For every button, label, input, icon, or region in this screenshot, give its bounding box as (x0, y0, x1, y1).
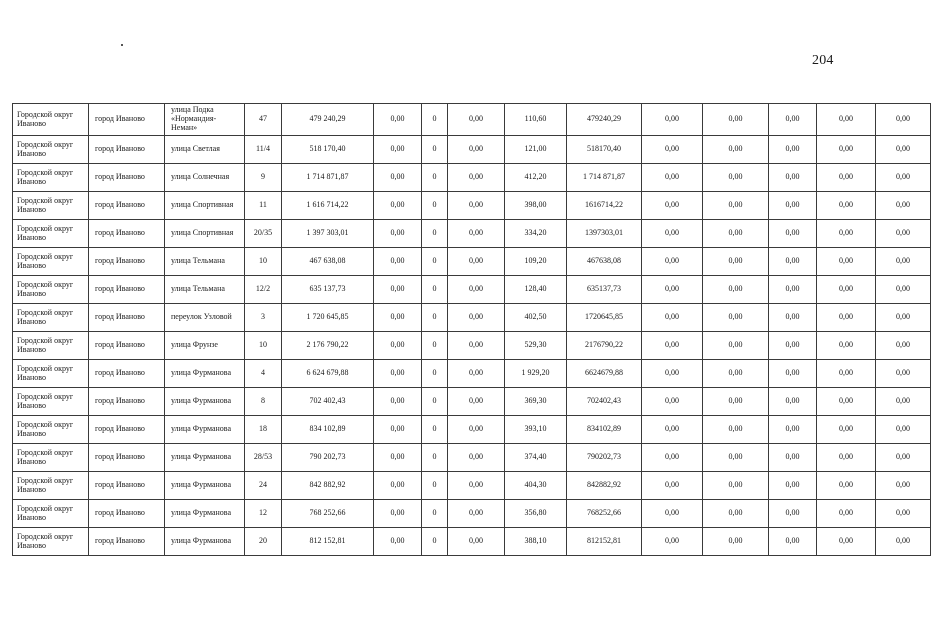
cell-value-d: 0,00 (642, 528, 703, 556)
cell-value-h: 0,00 (876, 136, 931, 164)
cell-value-h: 0,00 (876, 360, 931, 388)
cell-street: улица Фурманова (165, 388, 245, 416)
cell-value-b: 0 (422, 136, 448, 164)
cell-sum: 1720645,85 (567, 304, 642, 332)
cell-value-d: 0,00 (642, 192, 703, 220)
table-row (13, 472, 931, 500)
cell-value-e: 0,00 (703, 304, 769, 332)
cell-value-d: 0,00 (642, 360, 703, 388)
table-row (13, 220, 931, 248)
cell-total-cost: 834 102,89 (282, 416, 374, 444)
cell-value-g: 0,00 (817, 248, 876, 276)
cell-area: 374,40 (505, 444, 567, 472)
cell-value-h: 0,00 (876, 304, 931, 332)
cell-house-number: 8 (245, 388, 282, 416)
cell-value-b: 0 (422, 164, 448, 192)
cell-value-b: 0 (422, 500, 448, 528)
cell-street: улица Фрунзе (165, 332, 245, 360)
table-row (13, 332, 931, 360)
cell-value-c: 0,00 (448, 304, 505, 332)
cell-value-b: 0 (422, 276, 448, 304)
cell-value-f: 0,00 (769, 416, 817, 444)
cell-sum: 1616714,22 (567, 192, 642, 220)
cell-value-h: 0,00 (876, 500, 931, 528)
cell-value-g: 0,00 (817, 528, 876, 556)
cell-value-a: 0,00 (374, 248, 422, 276)
cell-value-f: 0,00 (769, 388, 817, 416)
cell-house-number: 10 (245, 248, 282, 276)
table-body (13, 104, 931, 556)
cell-value-d: 0,00 (642, 416, 703, 444)
cell-district: Городской округ Иваново (13, 104, 89, 136)
cell-total-cost: 2 176 790,22 (282, 332, 374, 360)
scan-artifact-dot (121, 44, 123, 46)
cell-value-g: 0,00 (817, 164, 876, 192)
cell-district: Городской округ Иваново (13, 248, 89, 276)
cell-house-number: 11 (245, 192, 282, 220)
cell-house-number: 12/2 (245, 276, 282, 304)
cell-value-c: 0,00 (448, 500, 505, 528)
cell-value-g: 0,00 (817, 360, 876, 388)
cell-city: город Иваново (89, 472, 165, 500)
cell-area: 402,50 (505, 304, 567, 332)
cell-total-cost: 1 720 645,85 (282, 304, 374, 332)
cell-sum: 479240,29 (567, 104, 642, 136)
cell-value-a: 0,00 (374, 500, 422, 528)
cell-value-e: 0,00 (703, 220, 769, 248)
cell-value-h: 0,00 (876, 192, 931, 220)
cell-house-number: 10 (245, 332, 282, 360)
cell-district: Городской округ Иваново (13, 444, 89, 472)
cell-value-g: 0,00 (817, 220, 876, 248)
cell-street: улица Солнечная (165, 164, 245, 192)
cell-value-g: 0,00 (817, 416, 876, 444)
cell-area: 356,80 (505, 500, 567, 528)
cell-value-b: 0 (422, 220, 448, 248)
cell-area: 369,30 (505, 388, 567, 416)
cell-value-c: 0,00 (448, 332, 505, 360)
table-row (13, 360, 931, 388)
cell-value-f: 0,00 (769, 192, 817, 220)
cell-value-b: 0 (422, 416, 448, 444)
cell-value-d: 0,00 (642, 444, 703, 472)
cell-value-a: 0,00 (374, 528, 422, 556)
cell-area: 404,30 (505, 472, 567, 500)
cell-value-d: 0,00 (642, 164, 703, 192)
cell-house-number: 9 (245, 164, 282, 192)
cell-value-g: 0,00 (817, 304, 876, 332)
cell-value-e: 0,00 (703, 416, 769, 444)
cell-value-e: 0,00 (703, 276, 769, 304)
cell-district: Городской округ Иваново (13, 528, 89, 556)
cell-city: город Иваново (89, 444, 165, 472)
cell-district: Городской округ Иваново (13, 192, 89, 220)
cell-value-c: 0,00 (448, 136, 505, 164)
cell-total-cost: 1 714 871,87 (282, 164, 374, 192)
cell-value-g: 0,00 (817, 444, 876, 472)
cell-street: улица Спортивная (165, 192, 245, 220)
cell-street: улица Светлая (165, 136, 245, 164)
cell-value-e: 0,00 (703, 332, 769, 360)
cell-city: город Иваново (89, 192, 165, 220)
cell-total-cost: 467 638,08 (282, 248, 374, 276)
cell-value-e: 0,00 (703, 136, 769, 164)
cell-sum: 702402,43 (567, 388, 642, 416)
table-row (13, 104, 931, 136)
cell-value-h: 0,00 (876, 164, 931, 192)
cell-value-d: 0,00 (642, 136, 703, 164)
cell-area: 128,40 (505, 276, 567, 304)
cell-value-h: 0,00 (876, 416, 931, 444)
cell-value-f: 0,00 (769, 276, 817, 304)
cell-house-number: 24 (245, 472, 282, 500)
cell-district: Городской округ Иваново (13, 416, 89, 444)
cell-house-number: 28/53 (245, 444, 282, 472)
cell-area: 334,20 (505, 220, 567, 248)
cell-street: улица Подка «Нормандия-Неман» (165, 104, 245, 136)
cell-value-f: 0,00 (769, 444, 817, 472)
cell-value-a: 0,00 (374, 192, 422, 220)
cell-value-e: 0,00 (703, 248, 769, 276)
cell-house-number: 18 (245, 416, 282, 444)
cell-total-cost: 1 616 714,22 (282, 192, 374, 220)
cell-value-e: 0,00 (703, 472, 769, 500)
cell-district: Городской округ Иваново (13, 472, 89, 500)
cell-area: 388,10 (505, 528, 567, 556)
cell-value-a: 0,00 (374, 164, 422, 192)
cell-value-a: 0,00 (374, 444, 422, 472)
cell-city: город Иваново (89, 136, 165, 164)
cell-value-b: 0 (422, 248, 448, 276)
cell-value-a: 0,00 (374, 416, 422, 444)
cell-total-cost: 518 170,40 (282, 136, 374, 164)
cell-value-g: 0,00 (817, 136, 876, 164)
cell-total-cost: 6 624 679,88 (282, 360, 374, 388)
cell-value-g: 0,00 (817, 332, 876, 360)
table-row (13, 164, 931, 192)
cell-city: город Иваново (89, 104, 165, 136)
cell-value-c: 0,00 (448, 444, 505, 472)
cell-value-c: 0,00 (448, 388, 505, 416)
cell-value-e: 0,00 (703, 360, 769, 388)
cell-street: улица Фурманова (165, 528, 245, 556)
cell-value-e: 0,00 (703, 388, 769, 416)
cell-value-a: 0,00 (374, 136, 422, 164)
cell-house-number: 20 (245, 528, 282, 556)
cell-value-f: 0,00 (769, 220, 817, 248)
cell-city: город Иваново (89, 360, 165, 388)
cell-area: 393,10 (505, 416, 567, 444)
table-row (13, 416, 931, 444)
cell-sum: 834102,89 (567, 416, 642, 444)
table-row (13, 136, 931, 164)
cell-sum: 635137,73 (567, 276, 642, 304)
cell-value-b: 0 (422, 192, 448, 220)
cell-value-a: 0,00 (374, 276, 422, 304)
page-number: 204 (812, 53, 834, 68)
cell-house-number: 12 (245, 500, 282, 528)
cell-district: Городской округ Иваново (13, 332, 89, 360)
cell-value-e: 0,00 (703, 104, 769, 136)
cell-value-b: 0 (422, 104, 448, 136)
cell-sum: 1 714 871,87 (567, 164, 642, 192)
cell-value-f: 0,00 (769, 104, 817, 136)
cell-street: улица Тельмана (165, 248, 245, 276)
cell-street: улица Спортивная (165, 220, 245, 248)
cell-sum: 518170,40 (567, 136, 642, 164)
cell-value-h: 0,00 (876, 388, 931, 416)
cell-value-a: 0,00 (374, 332, 422, 360)
cell-value-a: 0,00 (374, 304, 422, 332)
cell-value-h: 0,00 (876, 220, 931, 248)
cell-sum: 1397303,01 (567, 220, 642, 248)
cell-total-cost: 1 397 303,01 (282, 220, 374, 248)
cell-value-f: 0,00 (769, 164, 817, 192)
cell-district: Городской округ Иваново (13, 388, 89, 416)
cell-value-b: 0 (422, 388, 448, 416)
cell-value-h: 0,00 (876, 248, 931, 276)
cell-district: Городской округ Иваново (13, 164, 89, 192)
cell-value-g: 0,00 (817, 500, 876, 528)
cell-house-number: 4 (245, 360, 282, 388)
cell-value-f: 0,00 (769, 304, 817, 332)
cell-city: город Иваново (89, 276, 165, 304)
cell-district: Городской округ Иваново (13, 276, 89, 304)
cell-city: город Иваново (89, 304, 165, 332)
cell-sum: 842882,92 (567, 472, 642, 500)
cell-value-h: 0,00 (876, 528, 931, 556)
cell-value-h: 0,00 (876, 472, 931, 500)
cell-district: Городской округ Иваново (13, 136, 89, 164)
cell-area: 110,60 (505, 104, 567, 136)
cell-area: 121,00 (505, 136, 567, 164)
cell-value-c: 0,00 (448, 276, 505, 304)
cell-value-d: 0,00 (642, 220, 703, 248)
cell-street: переулок Узловой (165, 304, 245, 332)
cell-area: 529,30 (505, 332, 567, 360)
cell-value-d: 0,00 (642, 500, 703, 528)
cell-value-a: 0,00 (374, 388, 422, 416)
table-row (13, 388, 931, 416)
cell-area: 109,20 (505, 248, 567, 276)
cell-value-e: 0,00 (703, 192, 769, 220)
cell-house-number: 11/4 (245, 136, 282, 164)
cell-value-b: 0 (422, 528, 448, 556)
cell-value-d: 0,00 (642, 104, 703, 136)
table-row (13, 528, 931, 556)
cell-value-h: 0,00 (876, 104, 931, 136)
cell-value-f: 0,00 (769, 500, 817, 528)
cell-value-f: 0,00 (769, 472, 817, 500)
cell-street: улица Фурманова (165, 416, 245, 444)
cell-value-c: 0,00 (448, 416, 505, 444)
table-row (13, 304, 931, 332)
cell-value-c: 0,00 (448, 248, 505, 276)
cell-value-b: 0 (422, 472, 448, 500)
cell-value-c: 0,00 (448, 104, 505, 136)
cell-value-f: 0,00 (769, 528, 817, 556)
table-row (13, 276, 931, 304)
cell-total-cost: 790 202,73 (282, 444, 374, 472)
data-table (12, 103, 931, 556)
cell-value-h: 0,00 (876, 444, 931, 472)
cell-district: Городской округ Иваново (13, 500, 89, 528)
cell-value-b: 0 (422, 332, 448, 360)
cell-value-f: 0,00 (769, 360, 817, 388)
cell-value-h: 0,00 (876, 276, 931, 304)
cell-value-a: 0,00 (374, 104, 422, 136)
cell-total-cost: 479 240,29 (282, 104, 374, 136)
cell-value-f: 0,00 (769, 248, 817, 276)
cell-street: улица Фурманова (165, 360, 245, 388)
cell-sum: 790202,73 (567, 444, 642, 472)
cell-value-c: 0,00 (448, 360, 505, 388)
cell-value-g: 0,00 (817, 104, 876, 136)
cell-city: город Иваново (89, 528, 165, 556)
cell-total-cost: 842 882,92 (282, 472, 374, 500)
cell-value-d: 0,00 (642, 248, 703, 276)
cell-value-e: 0,00 (703, 444, 769, 472)
cell-value-c: 0,00 (448, 220, 505, 248)
table-row (13, 248, 931, 276)
cell-value-d: 0,00 (642, 332, 703, 360)
cell-value-a: 0,00 (374, 360, 422, 388)
cell-district: Городской округ Иваново (13, 220, 89, 248)
cell-total-cost: 702 402,43 (282, 388, 374, 416)
cell-value-d: 0,00 (642, 304, 703, 332)
cell-city: город Иваново (89, 388, 165, 416)
cell-sum: 6624679,88 (567, 360, 642, 388)
cell-value-e: 0,00 (703, 500, 769, 528)
cell-value-g: 0,00 (817, 472, 876, 500)
table-row (13, 500, 931, 528)
cell-value-b: 0 (422, 444, 448, 472)
cell-value-b: 0 (422, 360, 448, 388)
cell-area: 1 929,20 (505, 360, 567, 388)
cell-city: город Иваново (89, 220, 165, 248)
cell-city: город Иваново (89, 164, 165, 192)
cell-area: 412,20 (505, 164, 567, 192)
cell-value-a: 0,00 (374, 472, 422, 500)
table-row (13, 192, 931, 220)
cell-value-h: 0,00 (876, 332, 931, 360)
cell-value-b: 0 (422, 304, 448, 332)
cell-city: город Иваново (89, 500, 165, 528)
table-row (13, 444, 931, 472)
cell-value-f: 0,00 (769, 136, 817, 164)
cell-district: Городской округ Иваново (13, 304, 89, 332)
cell-value-d: 0,00 (642, 276, 703, 304)
cell-value-g: 0,00 (817, 276, 876, 304)
cell-value-c: 0,00 (448, 192, 505, 220)
cell-city: город Иваново (89, 248, 165, 276)
cell-total-cost: 768 252,66 (282, 500, 374, 528)
cell-street: улица Фурманова (165, 472, 245, 500)
cell-value-g: 0,00 (817, 388, 876, 416)
cell-value-e: 0,00 (703, 528, 769, 556)
cell-value-g: 0,00 (817, 192, 876, 220)
cell-street: улица Фурманова (165, 444, 245, 472)
cell-city: город Иваново (89, 416, 165, 444)
cell-value-a: 0,00 (374, 220, 422, 248)
cell-total-cost: 635 137,73 (282, 276, 374, 304)
cell-sum: 2176790,22 (567, 332, 642, 360)
cell-street: улица Тельмана (165, 276, 245, 304)
cell-district: Городской округ Иваново (13, 360, 89, 388)
cell-house-number: 3 (245, 304, 282, 332)
cell-value-d: 0,00 (642, 472, 703, 500)
cell-value-c: 0,00 (448, 164, 505, 192)
cell-value-e: 0,00 (703, 164, 769, 192)
cell-value-d: 0,00 (642, 388, 703, 416)
cell-sum: 812152,81 (567, 528, 642, 556)
cell-street: улица Фурманова (165, 500, 245, 528)
cell-house-number: 20/35 (245, 220, 282, 248)
cell-area: 398,00 (505, 192, 567, 220)
cell-sum: 467638,08 (567, 248, 642, 276)
cell-total-cost: 812 152,81 (282, 528, 374, 556)
cell-value-c: 0,00 (448, 472, 505, 500)
cell-sum: 768252,66 (567, 500, 642, 528)
cell-house-number: 47 (245, 104, 282, 136)
cell-value-f: 0,00 (769, 332, 817, 360)
cell-city: город Иваново (89, 332, 165, 360)
cell-value-c: 0,00 (448, 528, 505, 556)
